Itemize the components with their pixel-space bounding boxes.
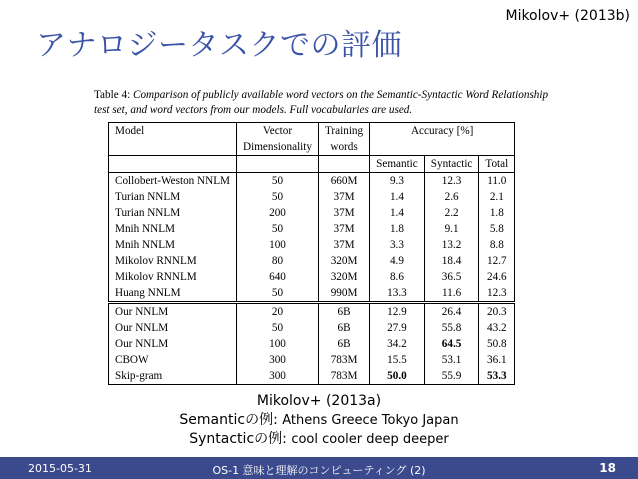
semantic-example-line [0,411,638,430]
cell-training-words: 6B [318,303,369,321]
syntactic-example: cool cooler deep deeper [291,432,449,447]
cell-syntactic: 18.4 [424,253,479,269]
table-group-ours [109,303,515,385]
cell-dimensionality: 300 [237,368,319,385]
cell-training-words: 37M [318,237,369,253]
cell-syntactic: 64.5 [424,336,479,352]
cell-syntactic: 26.4 [424,303,479,321]
cell-total: 8.8 [479,237,515,253]
cell-semantic: 12.9 [370,303,425,321]
cell-semantic: 50.0 [370,368,425,385]
cell-syntactic: 53.1 [424,352,479,368]
cell-model: Mikolov RNNLM [115,255,197,267]
semantic-example: Athens Greece Tokyo Japan [282,413,459,428]
cell-dimensionality: 50 [237,189,319,205]
cell-dimensionality: 300 [237,352,319,368]
table-row [109,285,515,303]
cell-syntactic: 2.6 [424,189,479,205]
page-number: 18 [599,461,616,475]
cell-semantic: 4.9 [370,253,425,269]
cell-semantic: 9.3 [370,173,425,190]
footer-course: OS-1 意味と理解のコンピューティング (2) [212,464,426,477]
cell-dimensionality: 50 [237,173,319,190]
table-row [109,352,515,368]
cell-training-words: 783M [318,368,369,385]
cell-dimensionality: 50 [237,320,319,336]
cell-syntactic: 9.1 [424,221,479,237]
syntactic-example-line [0,430,638,449]
cell-training-words: 320M [318,253,369,269]
cell-syntactic: 55.9 [424,368,479,385]
cell-semantic: 15.5 [370,352,425,368]
cell-semantic: 1.4 [370,205,425,221]
header-vector-line1: Vector [262,125,293,137]
cell-training-words: 990M [318,285,369,303]
cell-dimensionality: 20 [237,303,319,321]
cell-training-words: 320M [318,269,369,285]
table-row [109,237,515,253]
header-semantic: Semantic [370,156,425,173]
results-table [108,122,515,385]
caption-text: Comparison of publicly available word vectors on the Semantic-Syntactic Word Relationship test set, and word vectors from our models. Full vocabularies are used. [94,89,549,116]
cell-semantic: 3.3 [370,237,425,253]
cell-total: 2.1 [479,189,515,205]
slide-title: アナロジータスクでの評価 [36,28,402,63]
table-caption [94,88,554,118]
cell-model: Skip-gram [115,370,163,382]
cell-model: Mikolov RNNLM [115,271,197,283]
notes-source: Mikolov+ (2013a) [256,393,382,409]
cell-semantic: 1.8 [370,221,425,237]
examples-block [0,392,638,449]
header-syntactic: Syntactic [424,156,479,173]
cell-syntactic: 55.8 [424,320,479,336]
syntactic-label: Syntacticの例: [189,431,287,447]
header-vector [237,123,319,140]
cell-training-words: 783M [318,352,369,368]
table-row [109,253,515,269]
cell-model: Mnih NNLM [115,239,175,251]
semantic-label: Semanticの例: [179,412,278,428]
cell-dimensionality: 50 [237,221,319,237]
cell-model: Our NNLM [115,322,169,334]
table-row [109,303,515,321]
table-row [109,336,515,352]
cell-semantic: 34.2 [370,336,425,352]
header-model: Model [115,125,145,137]
cell-semantic: 13.3 [370,285,425,303]
footer-bar [0,457,638,479]
cell-total: 24.6 [479,269,515,285]
table-group-baselines [109,173,515,303]
header-training-line1: Training [324,125,364,137]
table-row [109,269,515,285]
cell-training-words: 37M [318,205,369,221]
cell-training-words: 6B [318,320,369,336]
cell-syntactic: 12.3 [424,173,479,190]
cell-total: 12.7 [479,253,515,269]
cell-total: 12.3 [479,285,515,303]
table-row [109,221,515,237]
cell-total: 20.3 [479,303,515,321]
table-row [109,189,515,205]
header-total: Total [479,156,515,173]
cell-semantic: 8.6 [370,269,425,285]
cell-total: 11.0 [479,173,515,190]
cell-model: Turian NNLM [115,191,181,203]
header-vector-line2: Dimensionality [237,139,319,156]
cell-model: Our NNLM [109,303,237,321]
cell-model: Turian NNLM [115,207,181,219]
caption-label: Table 4: [94,89,131,101]
cell-total: 36.1 [479,352,515,368]
cell-semantic: 27.9 [370,320,425,336]
table-row [109,173,515,190]
cell-syntactic: 36.5 [424,269,479,285]
cell-dimensionality: 80 [237,253,319,269]
cell-syntactic: 13.2 [424,237,479,253]
footer-date: 2015-05-31 [28,462,92,475]
cell-total: 43.2 [479,320,515,336]
cell-total: 50.8 [479,336,515,352]
results-table-container [108,122,515,385]
cell-training-words: 37M [318,189,369,205]
cell-model: Our NNLM [115,338,169,350]
cell-training-words: 37M [318,221,369,237]
cell-dimensionality: 100 [237,237,319,253]
cell-semantic: 1.4 [370,189,425,205]
cell-model: Collobert-Weston NNLM [109,173,237,190]
cell-total: 5.8 [479,221,515,237]
cell-syntactic: 11.6 [424,285,479,303]
cell-model: Mnih NNLM [115,223,175,235]
table-row [109,320,515,336]
cell-model: CBOW [115,354,149,366]
cell-training-words: 660M [318,173,369,190]
cell-model: Huang NNLM [115,287,181,299]
header-accuracy: Accuracy [%] [370,123,515,140]
table-row [109,368,515,385]
cell-dimensionality: 640 [237,269,319,285]
cell-dimensionality: 200 [237,205,319,221]
cell-total: 1.8 [479,205,515,221]
cell-dimensionality: 100 [237,336,319,352]
header-training [318,123,369,140]
cell-training-words: 6B [318,336,369,352]
cell-syntactic: 2.2 [424,205,479,221]
cell-dimensionality: 50 [237,285,319,303]
header-training-line2: words [318,139,369,156]
table-row [109,205,515,221]
cell-total: 53.3 [479,368,515,385]
citation-top: Mikolov+ (2013b) [505,8,630,24]
